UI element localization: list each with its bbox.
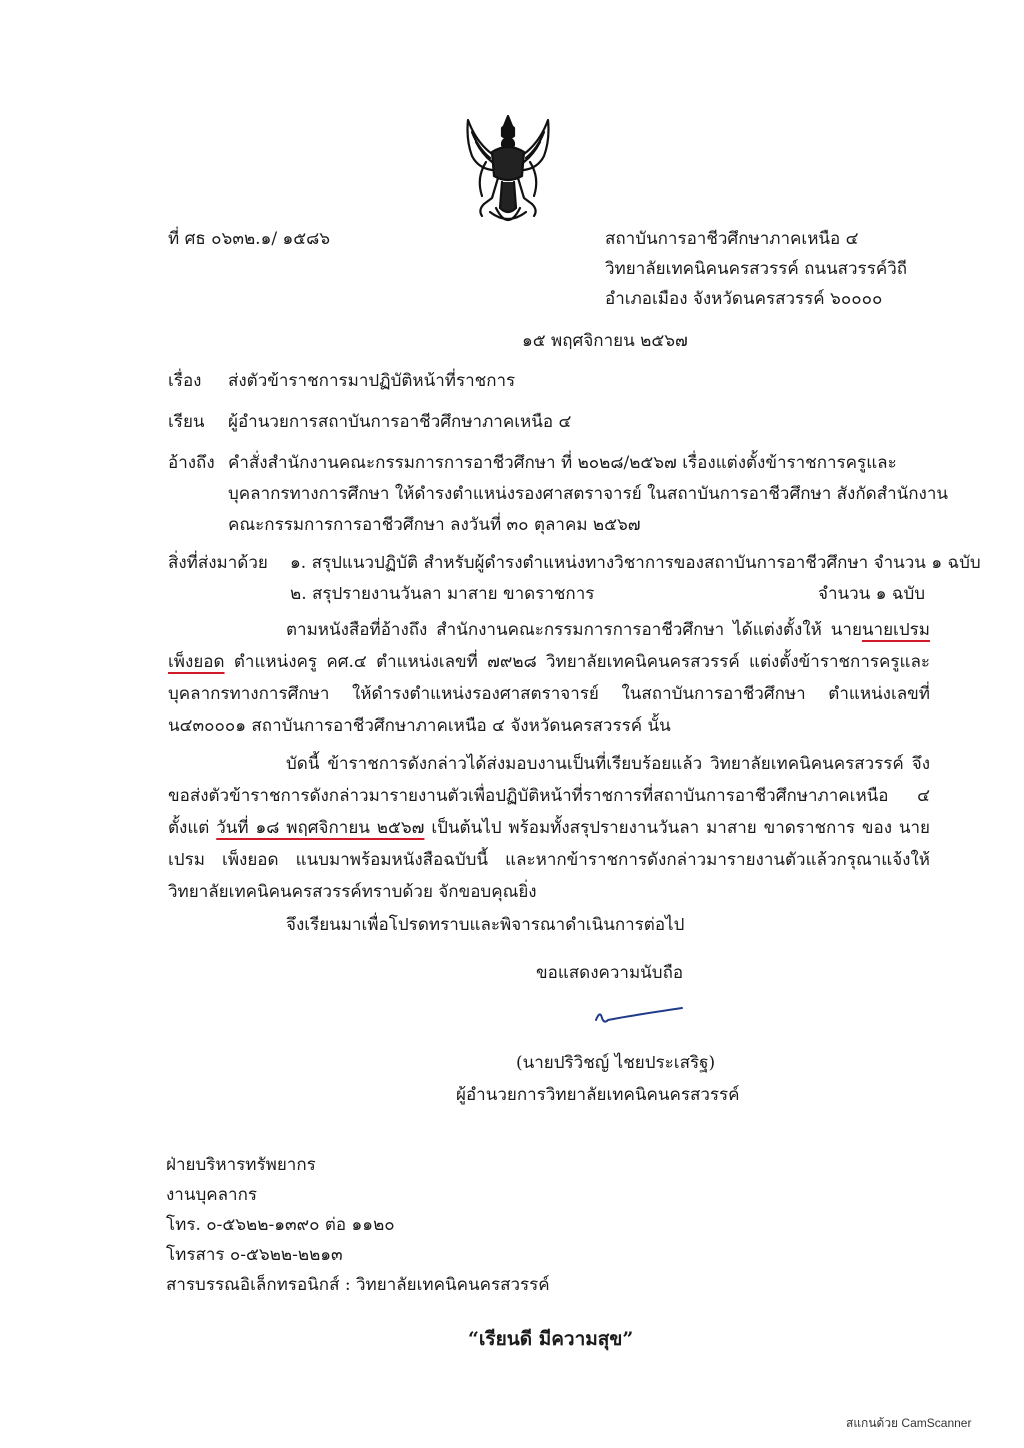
enclosure-item-2: ๒. สรุปรายงานวันลา มาสาย ขาดราชการ	[290, 584, 595, 604]
enclosures-label: สิ่งที่ส่งมาด้วย	[168, 553, 268, 573]
enclosure-item-1: ๑. สรุปแนวปฏิบัติ สำหรับผู้ดำรงตำแหน่งทางวิชาการของสถาบันการอาชีวศึกษา จำนวน ๑ ฉบับ	[290, 553, 981, 573]
contact-telephone: โทร. ๐-๕๖๒๒-๑๓๙๐ ต่อ ๑๑๒๐	[166, 1215, 395, 1235]
signature-scribble-icon	[588, 1000, 688, 1030]
camscanner-watermark: สแกนด้วย CamScanner	[846, 1416, 972, 1430]
to-label: เรียน	[168, 412, 205, 432]
para2-body: เป็นต้นไป พร้อมทั้งสรุปรายงานวันลา มาสาย ขาดราชการ ของ นายเปรม เพ็งยอด แนบมาพร้อมหนังสือฉบับนี้ และหากข้าราชการดังกล่าวมารายงานตัวแล้วกรุณาแจ้งให้วิทยาลัยเทคนิคนครสวรรค์ทราบด้วย จักขอบคุณยิ่ง	[168, 818, 931, 902]
subject-text: ส่งตัวข้าราชการมาปฏิบัติหน้าที่ราชการ	[228, 371, 516, 391]
body-paragraph-1	[168, 614, 930, 742]
para2-intro: บัดนี้ ข้าราชการดังกล่าวได้ส่งมอบงานเป็นที่เรียบร้อยแล้ว วิทยาลัยเทคนิคนครสวรรค์ จึงขอส่งตัวข้าราชการดังกล่าวมารายงานตัวเพื่อปฏิบัติหน้าที่ราชการที่สถาบันการอาชีวศึกษาภาคเหนือ ๔ ตั้งแต่	[168, 754, 930, 838]
para1-body: ตำแหน่งครู คศ.๔ ตำแหน่งเลขที่ ๗๙๒๘ วิทยาลัยเทคนิคนครสวรรค์ แต่งตั้งข้าราชการครูและบุคลากรทางการศึกษา ให้ดำรงตำแหน่งรองศาสตราจารย์ ในสถาบันการอาชีวศึกษา ตำแหน่งเลขที่ น๔๓๐๐๐๑ สถาบันการอาชีวศึกษาภาคเหนือ ๔ จังหวัดนครสวรรค์ นั้น	[168, 652, 931, 736]
sender-address-line3: อำเภอเมือง จังหวัดนครสวรรค์ ๖๐๐๐๐	[605, 289, 883, 309]
subject-label: เรื่อง	[168, 371, 202, 391]
contact-fax: โทรสาร ๐-๕๖๒๒-๒๒๑๓	[166, 1245, 343, 1265]
signer-title: ผู้อำนวยการวิทยาลัยเทคนิคนครสวรรค์	[456, 1085, 740, 1105]
sender-address-line1: สถาบันการอาชีวศึกษาภาคเหนือ ๔	[605, 229, 859, 249]
sender-address-line2: วิทยาลัยเทคนิคนครสวรรค์ ถนนสวรรค์วิถี	[605, 259, 908, 279]
document-number: ที่ ศธ ๐๖๓๒.๑/ ๑๕๘๖	[168, 229, 331, 249]
enclosure-item-2-quantity: จำนวน ๑ ฉบับ	[818, 584, 926, 604]
appointee-name-underlined: นายเปรม เพ็งยอด	[168, 620, 930, 672]
reference-line3: คณะกรรมการการอาชีวศึกษา ลงวันที่ ๓๐ ตุลาคม ๒๕๖๗	[228, 515, 641, 535]
slogan: “เรียนดี มีความสุข”	[468, 1328, 634, 1350]
body-paragraph-2	[168, 748, 930, 908]
para1-intro: ตามหนังสือที่อ้างถึง สำนักงานคณะกรรมการการอาชีวศึกษา ได้แต่งตั้งให้ นาย	[286, 620, 862, 640]
contact-section: งานบุคลากร	[166, 1185, 258, 1205]
contact-e-document: สารบรรณอิเล็กทรอนิกส์ : วิทยาลัยเทคนิคนครสวรรค์	[166, 1275, 550, 1295]
reference-line1: คำสั่งสำนักงานคณะกรรมการการอาชีวศึกษา ที่ ๒๐๒๘/๒๕๖๗ เรื่องแต่งตั้งข้าราชการครูและ	[228, 453, 897, 473]
regards-text: ขอแสดงความนับถือ	[536, 963, 684, 983]
report-date-underlined: วันที่ ๑๘ พฤศจิกายน ๒๕๖๗	[216, 818, 425, 838]
reference-line2: บุคลากรทางการศึกษา ให้ดำรงตำแหน่งรองศาสตราจารย์ ในสถาบันการอาชีวศึกษา สังกัดสำนักงาน	[228, 484, 948, 504]
closing-paragraph: จึงเรียนมาเพื่อโปรดทราบและพิจารณาดำเนินการต่อไป	[286, 915, 685, 935]
signer-name: (นายปริวิชญ์ ไชยประเสริฐ)	[516, 1053, 716, 1073]
contact-department: ฝ่ายบริหารทรัพยากร	[166, 1155, 316, 1175]
garuda-emblem-icon	[462, 112, 554, 232]
reference-label: อ้างถึง	[168, 453, 215, 473]
to-text: ผู้อำนวยการสถาบันการอาชีวศึกษาภาคเหนือ ๔	[228, 412, 572, 432]
letter-date: ๑๕ พฤศจิกายน ๒๕๖๗	[522, 331, 688, 351]
